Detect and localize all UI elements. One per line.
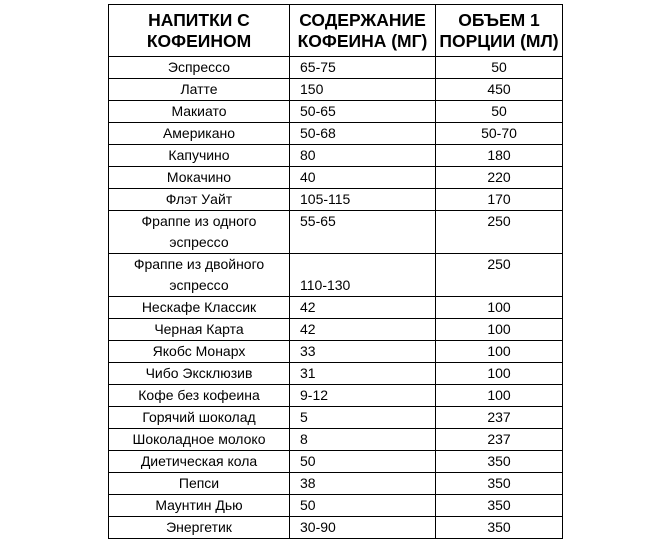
caffeine-cell: 105-115 xyxy=(290,189,436,211)
volume-cell: 100 xyxy=(436,385,563,407)
table-row xyxy=(109,254,563,297)
drink-name-cell: Макиато xyxy=(109,101,290,123)
volume-cell: 350 xyxy=(436,495,563,517)
volume-cell: 100 xyxy=(436,297,563,319)
table-row xyxy=(109,363,563,385)
volume-cell: 237 xyxy=(436,407,563,429)
volume-cell: 450 xyxy=(436,79,563,101)
table-header xyxy=(109,5,563,57)
caffeine-cell: 110-130 xyxy=(290,254,436,297)
drink-name-cell: Американо xyxy=(109,123,290,145)
volume-cell: 100 xyxy=(436,341,563,363)
caffeine-cell: 31 xyxy=(290,363,436,385)
table-row xyxy=(109,57,563,79)
header-drinks: НАПИТКИ С КОФЕИНОМ xyxy=(109,5,290,57)
table-row xyxy=(109,101,563,123)
drink-name-cell: Диетическая кола xyxy=(109,451,290,473)
drink-name-cell: Черная Карта xyxy=(109,319,290,341)
caffeine-cell: 40 xyxy=(290,167,436,189)
drink-name-cell: Кофе без кофеина xyxy=(109,385,290,407)
table-row xyxy=(109,385,563,407)
table-row xyxy=(109,189,563,211)
table-row xyxy=(109,451,563,473)
table-row xyxy=(109,319,563,341)
volume-cell: 237 xyxy=(436,429,563,451)
table-row xyxy=(109,79,563,101)
header-volume: ОБЪЕМ 1 ПОРЦИИ (МЛ) xyxy=(436,5,563,57)
caffeine-cell: 9-12 xyxy=(290,385,436,407)
drink-name-cell: Энергетик xyxy=(109,517,290,539)
caffeine-cell: 50-65 xyxy=(290,101,436,123)
table-row xyxy=(109,211,563,254)
header-row xyxy=(109,5,563,57)
drink-name-cell: Горячий шоколад xyxy=(109,407,290,429)
table-body xyxy=(109,57,563,539)
caffeine-cell: 33 xyxy=(290,341,436,363)
header-caffeine: СОДЕРЖАНИЕ КОФЕИНА (МГ) xyxy=(290,5,436,57)
table-row xyxy=(109,145,563,167)
drink-name-cell: Якобс Монарх xyxy=(109,341,290,363)
volume-cell: 180 xyxy=(436,145,563,167)
volume-cell: 250 xyxy=(436,211,563,254)
caffeine-cell: 50 xyxy=(290,495,436,517)
volume-cell: 170 xyxy=(436,189,563,211)
drink-name-cell: Нескафе Классик xyxy=(109,297,290,319)
volume-cell: 100 xyxy=(436,363,563,385)
caffeine-cell: 65-75 xyxy=(290,57,436,79)
drink-name-cell: Маунтин Дью xyxy=(109,495,290,517)
caffeine-cell: 50 xyxy=(290,451,436,473)
volume-cell: 350 xyxy=(436,517,563,539)
drink-name-cell: Флэт Уайт xyxy=(109,189,290,211)
volume-cell: 50 xyxy=(436,57,563,79)
volume-cell: 350 xyxy=(436,473,563,495)
caffeine-cell: 55-65 xyxy=(290,211,436,254)
drink-name-cell: Латте xyxy=(109,79,290,101)
table-row xyxy=(109,407,563,429)
caffeine-cell: 50-68 xyxy=(290,123,436,145)
table-row xyxy=(109,429,563,451)
table-row xyxy=(109,473,563,495)
table-row xyxy=(109,495,563,517)
caffeine-cell: 42 xyxy=(290,297,436,319)
caffeine-cell: 80 xyxy=(290,145,436,167)
volume-cell: 100 xyxy=(436,319,563,341)
drink-name-cell: Пепси xyxy=(109,473,290,495)
volume-cell: 250 xyxy=(436,254,563,297)
caffeine-cell: 150 xyxy=(290,79,436,101)
caffeine-cell: 8 xyxy=(290,429,436,451)
drink-name-cell: Мокачино xyxy=(109,167,290,189)
table-row xyxy=(109,167,563,189)
caffeine-cell: 38 xyxy=(290,473,436,495)
table-row xyxy=(109,341,563,363)
table-row xyxy=(109,123,563,145)
table-row xyxy=(109,517,563,539)
drink-name-cell: Капучино xyxy=(109,145,290,167)
caffeine-table xyxy=(108,4,563,539)
caffeine-cell: 30-90 xyxy=(290,517,436,539)
drink-name-cell: Чибо Эксклюзив xyxy=(109,363,290,385)
caffeine-cell: 5 xyxy=(290,407,436,429)
drink-name-cell: Фраппе из одного эспрессо xyxy=(109,211,290,254)
volume-cell: 350 xyxy=(436,451,563,473)
volume-cell: 50-70 xyxy=(436,123,563,145)
table-row xyxy=(109,297,563,319)
volume-cell: 50 xyxy=(436,101,563,123)
drink-name-cell: Фраппе из двойного эспрессо xyxy=(109,254,290,297)
drink-name-cell: Шоколадное молоко xyxy=(109,429,290,451)
caffeine-cell: 42 xyxy=(290,319,436,341)
drink-name-cell: Эспрессо xyxy=(109,57,290,79)
volume-cell: 220 xyxy=(436,167,563,189)
